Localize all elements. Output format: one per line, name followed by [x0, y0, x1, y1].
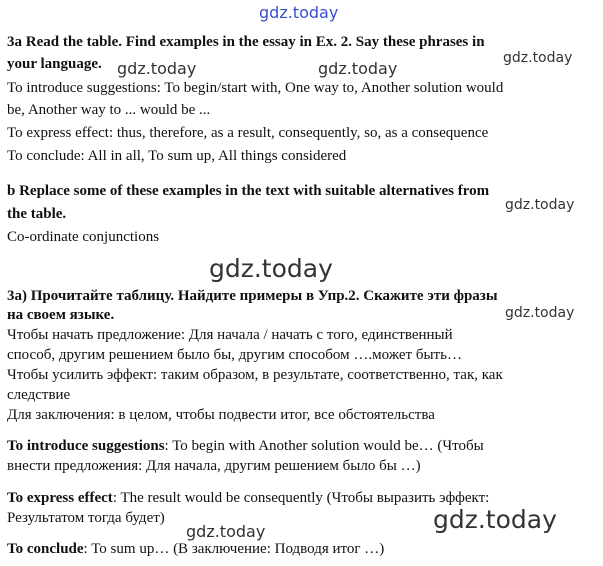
translation-line: Чтобы начать предложение: Для начала / начать с того, единственный — [7, 327, 453, 343]
answer-effect-cont: Результатом тогда будет) — [7, 510, 165, 526]
translation-heading: 3а) Прочитайте таблицу. Найдите примеры в Упр.2. Скажите эти фразы — [7, 288, 498, 304]
translation-line: следствие — [7, 387, 71, 403]
watermark: gdz.today — [259, 3, 339, 22]
watermark: gdz.today — [318, 59, 398, 78]
answer-label: To express effect — [7, 490, 113, 506]
answer-suggestions-cont: внести предложения: Для начала, другим решением было бы …) — [7, 458, 421, 474]
watermark: gdz.today — [433, 505, 557, 534]
exercise-b-heading-cont: the table. — [7, 206, 67, 222]
exercise-b-heading: b Replace some of these examples in the text with suitable alternatives from — [7, 183, 490, 199]
watermark: gdz.today — [503, 50, 573, 66]
effect-line: To express effect: thus, therefore, as a result, consequently, so, as a consequence — [7, 125, 489, 141]
watermark: gdz.today — [117, 59, 197, 78]
translation-line: способ, другим решением было бы, другим способом ….может быть… — [7, 347, 462, 363]
answer-effect — [7, 489, 489, 507]
translation-line: Чтобы усилить эффект: таким образом, в результате, соответственно, так, как — [7, 367, 503, 383]
conclude-line: To conclude: All in all, To sum up, All things considered — [7, 148, 347, 164]
watermark: gdz.today — [505, 197, 575, 213]
answer-label: To introduce suggestions — [7, 438, 165, 454]
answer-suggestions — [7, 437, 484, 455]
answer-text: : To begin with Another solution would be… (Чтобы — [164, 438, 484, 454]
watermark: gdz.today — [209, 254, 333, 283]
answer-conclude — [7, 540, 384, 558]
suggestions-line: To introduce suggestions: To begin/start with, One way to, Another solution would — [7, 80, 504, 96]
watermark: gdz.today — [505, 305, 575, 321]
answer-label: To conclude — [7, 541, 84, 557]
suggestions-line-cont: be, Another way to ... would be ... — [7, 102, 211, 118]
translation-line: Для заключения: в целом, чтобы подвести итог, все обстоятельства — [7, 407, 435, 423]
exercise-3a-heading: 3a Read the table. Find examples in the essay in Ex. 2. Say these phrases in — [7, 34, 485, 50]
answer-text: : To sum up… (В заключение: Подводя итог …) — [83, 541, 385, 557]
translation-heading-cont: на своем языке. — [7, 307, 115, 323]
exercise-3a-heading-cont: your language. — [7, 56, 102, 72]
watermark: gdz.today — [186, 522, 266, 541]
answer-text: : The result would be consequently (Чтобы выразить эффект: — [112, 490, 490, 506]
conjunctions-note: Co-ordinate conjunctions — [7, 229, 160, 245]
